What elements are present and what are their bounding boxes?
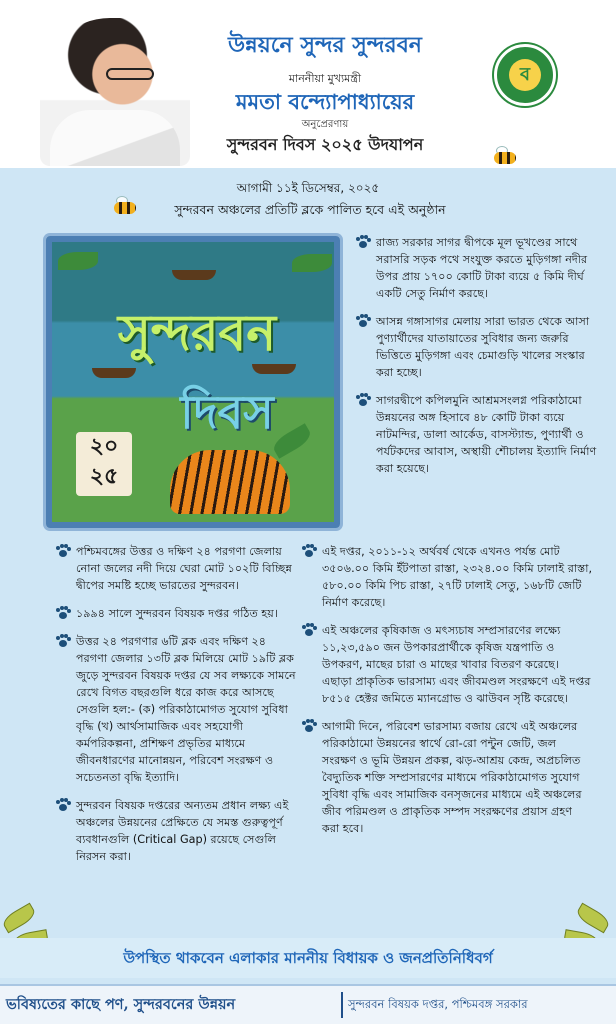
attendance-text: উপস্থিত থাকবেন এলাকার মাননীয় বিধায়ক ও জনপ্রতিনিধিবর্গ [123, 949, 493, 967]
header-inspiration: অনুপ্রেরণায় [301, 119, 349, 130]
list-item [56, 633, 296, 786]
paw-icon [56, 544, 70, 558]
artwork-title-line1: সুন্দরবন [117, 303, 277, 362]
bullet-text: পশ্চিমবঙ্গের উত্তর ও দক্ষিণ ২৪ পরগণা জেলায় নোনা জলের নদী দিয়ে ঘেরা মোট ১০২টি বিচ্ছিন্ন দ্বীপের সমষ্টি হচ্ছে ভারতের সুন্দরবন। [76, 545, 292, 592]
paw-icon [356, 314, 370, 328]
event-subline: সুন্দরবন অঞ্চলের প্রতিটি ব্লকে পালিত হবে এই অনুষ্ঠান [174, 202, 446, 217]
paw-icon [56, 606, 70, 620]
artwork-year [76, 432, 132, 496]
chief-minister-photo [40, 18, 190, 166]
list-item [56, 797, 296, 865]
artwork-year-line2: ২৫ [89, 464, 119, 489]
bullet-text: এই অঞ্চলের কৃষিকাজ ও মৎস্যচাষ সম্প্রসারণের লক্ষ্যে ১১,২৩,৫৯০ জন উপকারপ্রার্থীকে কৃষিজ যন্ত্রপাতি ও উপকরণ, মাছের চারা ও মাছের খাবার বিতরণ করেছে। এছাড়া প্রাকৃতিক ভারসাম্য এবং জীবমণ্ডল সংরক্ষণে এই দপ্তর ৮৫১৫ হেক্টর জমিতে ম্যানগ্রোভ ও ঝাউবন সৃষ্টি করেছে। [322, 624, 591, 705]
header-honorific: মাননীয়া মুখ্যমন্ত্রী [288, 72, 362, 85]
list-item [56, 543, 296, 594]
boat-shape [172, 270, 216, 280]
paw-icon [302, 623, 316, 637]
tiger-illustration [170, 450, 290, 514]
header [0, 0, 616, 168]
event-date: আগামী ১১ই ডিসেম্বর, ২০২৫ [236, 181, 380, 195]
paw-icon [56, 798, 70, 812]
list-item [56, 605, 296, 622]
paw-icon [356, 393, 370, 407]
bullet-text: ১৯৯৪ সালে সুন্দরবন বিষয়ক দপ্তর গঠিত হয়। [76, 607, 278, 620]
left-bullet-list [56, 543, 296, 876]
paw-icon [56, 634, 70, 648]
glasses-shape [106, 68, 154, 80]
bullet-text: উত্তর ২৪ পরগণার ৬টি ব্লক এবং দক্ষিণ ২৪ পরগণা জেলার ১৩টি ব্লক মিলিয়ে মোট ১৯টি ব্লক জুড়ে সুন্দরবন বিষয়ক দপ্তর যে সব লক্ষ্যকে সামনে রেখে বিগত বছরগুলি ধরে কাজ করে আসছে সেগুলি হল:- (ক) পরিকাঠামোগত সুযোগ সুবিধা বৃদ্ধি (খ) আর্থসামাজিক এবং সহযোগী কর্মপরিকল্পনা, প্রশিক্ষণ প্রভৃতির মাধ্যমে জীবনধারণের মানোন্নয়ন, পরিবেশ সংরক্ষণ ও সচেতনতা বৃদ্ধি ইত্যাদি। [76, 635, 296, 784]
footer-slogan: ভবিষ্যতের কাছে পণ, সুন্দরবনের উন্নয়ন [6, 996, 236, 1013]
right-bullet-list [356, 234, 600, 488]
artwork-year-line1: ২০ [89, 434, 119, 459]
bullet-text: এই দপ্তর, ২০১১-১২ অর্থবর্ষ থেকে এখনও পর্যন্ত মোট ৩৫০৬.০০ কিমি ইঁটপাতা রাস্তা, ২৩২৪.০০ কিমি ঢালাই রাস্তা, ৫৮০.০০ কিমি পিচ রাস্তা, ২৭টি ঢালাই সেতু, ১৬৮টি জেটি নির্মাণ করেছে। [322, 545, 592, 609]
paw-icon [356, 235, 370, 249]
list-item [356, 392, 600, 477]
emblem-glyph: ব [509, 59, 541, 91]
sundarban-day-artwork [46, 236, 340, 528]
bullet-text: সুন্দরবন বিষয়ক দপ্তরের অন্যতম প্রধান লক্ষ্য এই অঞ্চলের উন্নয়নের প্রেক্ষিতে যে সমস্ত গুরুত্বপূর্ণ ব্যবধানগুলি (Critical Gap) রয়েছে সেগুলি নিরসন করা। [76, 799, 289, 863]
header-title: উন্নয়নে সুন্দর সুন্দরবন [228, 32, 422, 58]
list-item [302, 622, 592, 707]
paw-icon [302, 544, 316, 558]
bullet-text: আগামী দিনে, পরিবেশ ভারসাম্য বজায় রেখে এই অঞ্চলের পরিকাঠামো উন্নয়নের স্বার্থে রো-রো পন্টুন জেটি, জল সংরক্ষণ ও ভূমি উন্নয়ন প্রকল্প, ঝড়-আশ্রয় কেন্দ্র, অপ্রচলিত বৈদ্যুতিক শক্তি সম্প্রসারণের মাধ্যমে পরিকাঠামোগত সুযোগ সুবিধা বৃদ্ধি এবং সামাজিক বনসৃজনের মাধ্যমে এই অঞ্চলের জীব পরিমণ্ডল ও প্রাকৃতিক সম্পদ সংরক্ষণের প্রয়াস গ্রহণ করা হবে। [322, 720, 582, 835]
west-bengal-emblem-icon [494, 44, 556, 106]
artwork-title-line2: দিবস [180, 385, 274, 439]
list-item [356, 313, 600, 381]
list-item [356, 234, 600, 302]
leaf-shape [58, 252, 98, 270]
footer-department: সুন্দরবন বিষয়ক দপ্তর, পশ্চিমবঙ্গ সরকার [348, 997, 528, 1011]
middle-bullet-list [302, 543, 592, 848]
list-item [302, 543, 592, 611]
bullet-text: রাজ্য সরকার সাগর দ্বীপকে মূল ভূখণ্ডের সাথে সরাসরি সড়ক পথে সংযুক্ত করতে মুড়িগঙ্গা নদীর উপর প্রায় ১৭০০ কোটি টাকা ব্যয়ে ৫ কিমি দীর্ঘ একটি সেতু নির্মাণ করছে। [376, 236, 588, 300]
attendance-band [0, 938, 616, 978]
saree-shape [50, 110, 180, 166]
list-item [302, 718, 592, 837]
paw-icon [302, 719, 316, 733]
footer [0, 984, 616, 1024]
footer-divider [341, 992, 343, 1018]
leaf-shape [292, 254, 332, 272]
bullet-text: আসন্ন গঙ্গাসাগর মেলায় সারা ভারত থেকে আসা পুণ্যার্থীদের যাতায়াতের সুবিধার জন্য জরুরি ভিত্তিতে মুড়িগঙ্গা এবং চেমাগুড়ি খালের সংস্কার করা হচ্ছে। [376, 315, 590, 379]
header-name: মমতা বন্দ্যোপাধ্যায়ের [235, 89, 415, 114]
header-celebration: সুন্দরবন দিবস ২০২৫ উদযাপন [226, 135, 424, 154]
bee-icon [488, 146, 518, 168]
bullet-text: সাগরদ্বীপে কপিলমুনি আশ্রমসংলগ্ন পরিকাঠামো উন্নয়নের অঙ্গ হিসাবে ৪৮ কোটি টাকা ব্যয়ে নাটমন্দির, ডালা আর্কেড, বাসস্ট্যান্ড, পুণ্যার্থী ও পর্যটকদের আবাস, অস্থায়ী শৌচালয় ইত্যাদি নির্মাণ করা হয়েছে। [376, 394, 597, 475]
